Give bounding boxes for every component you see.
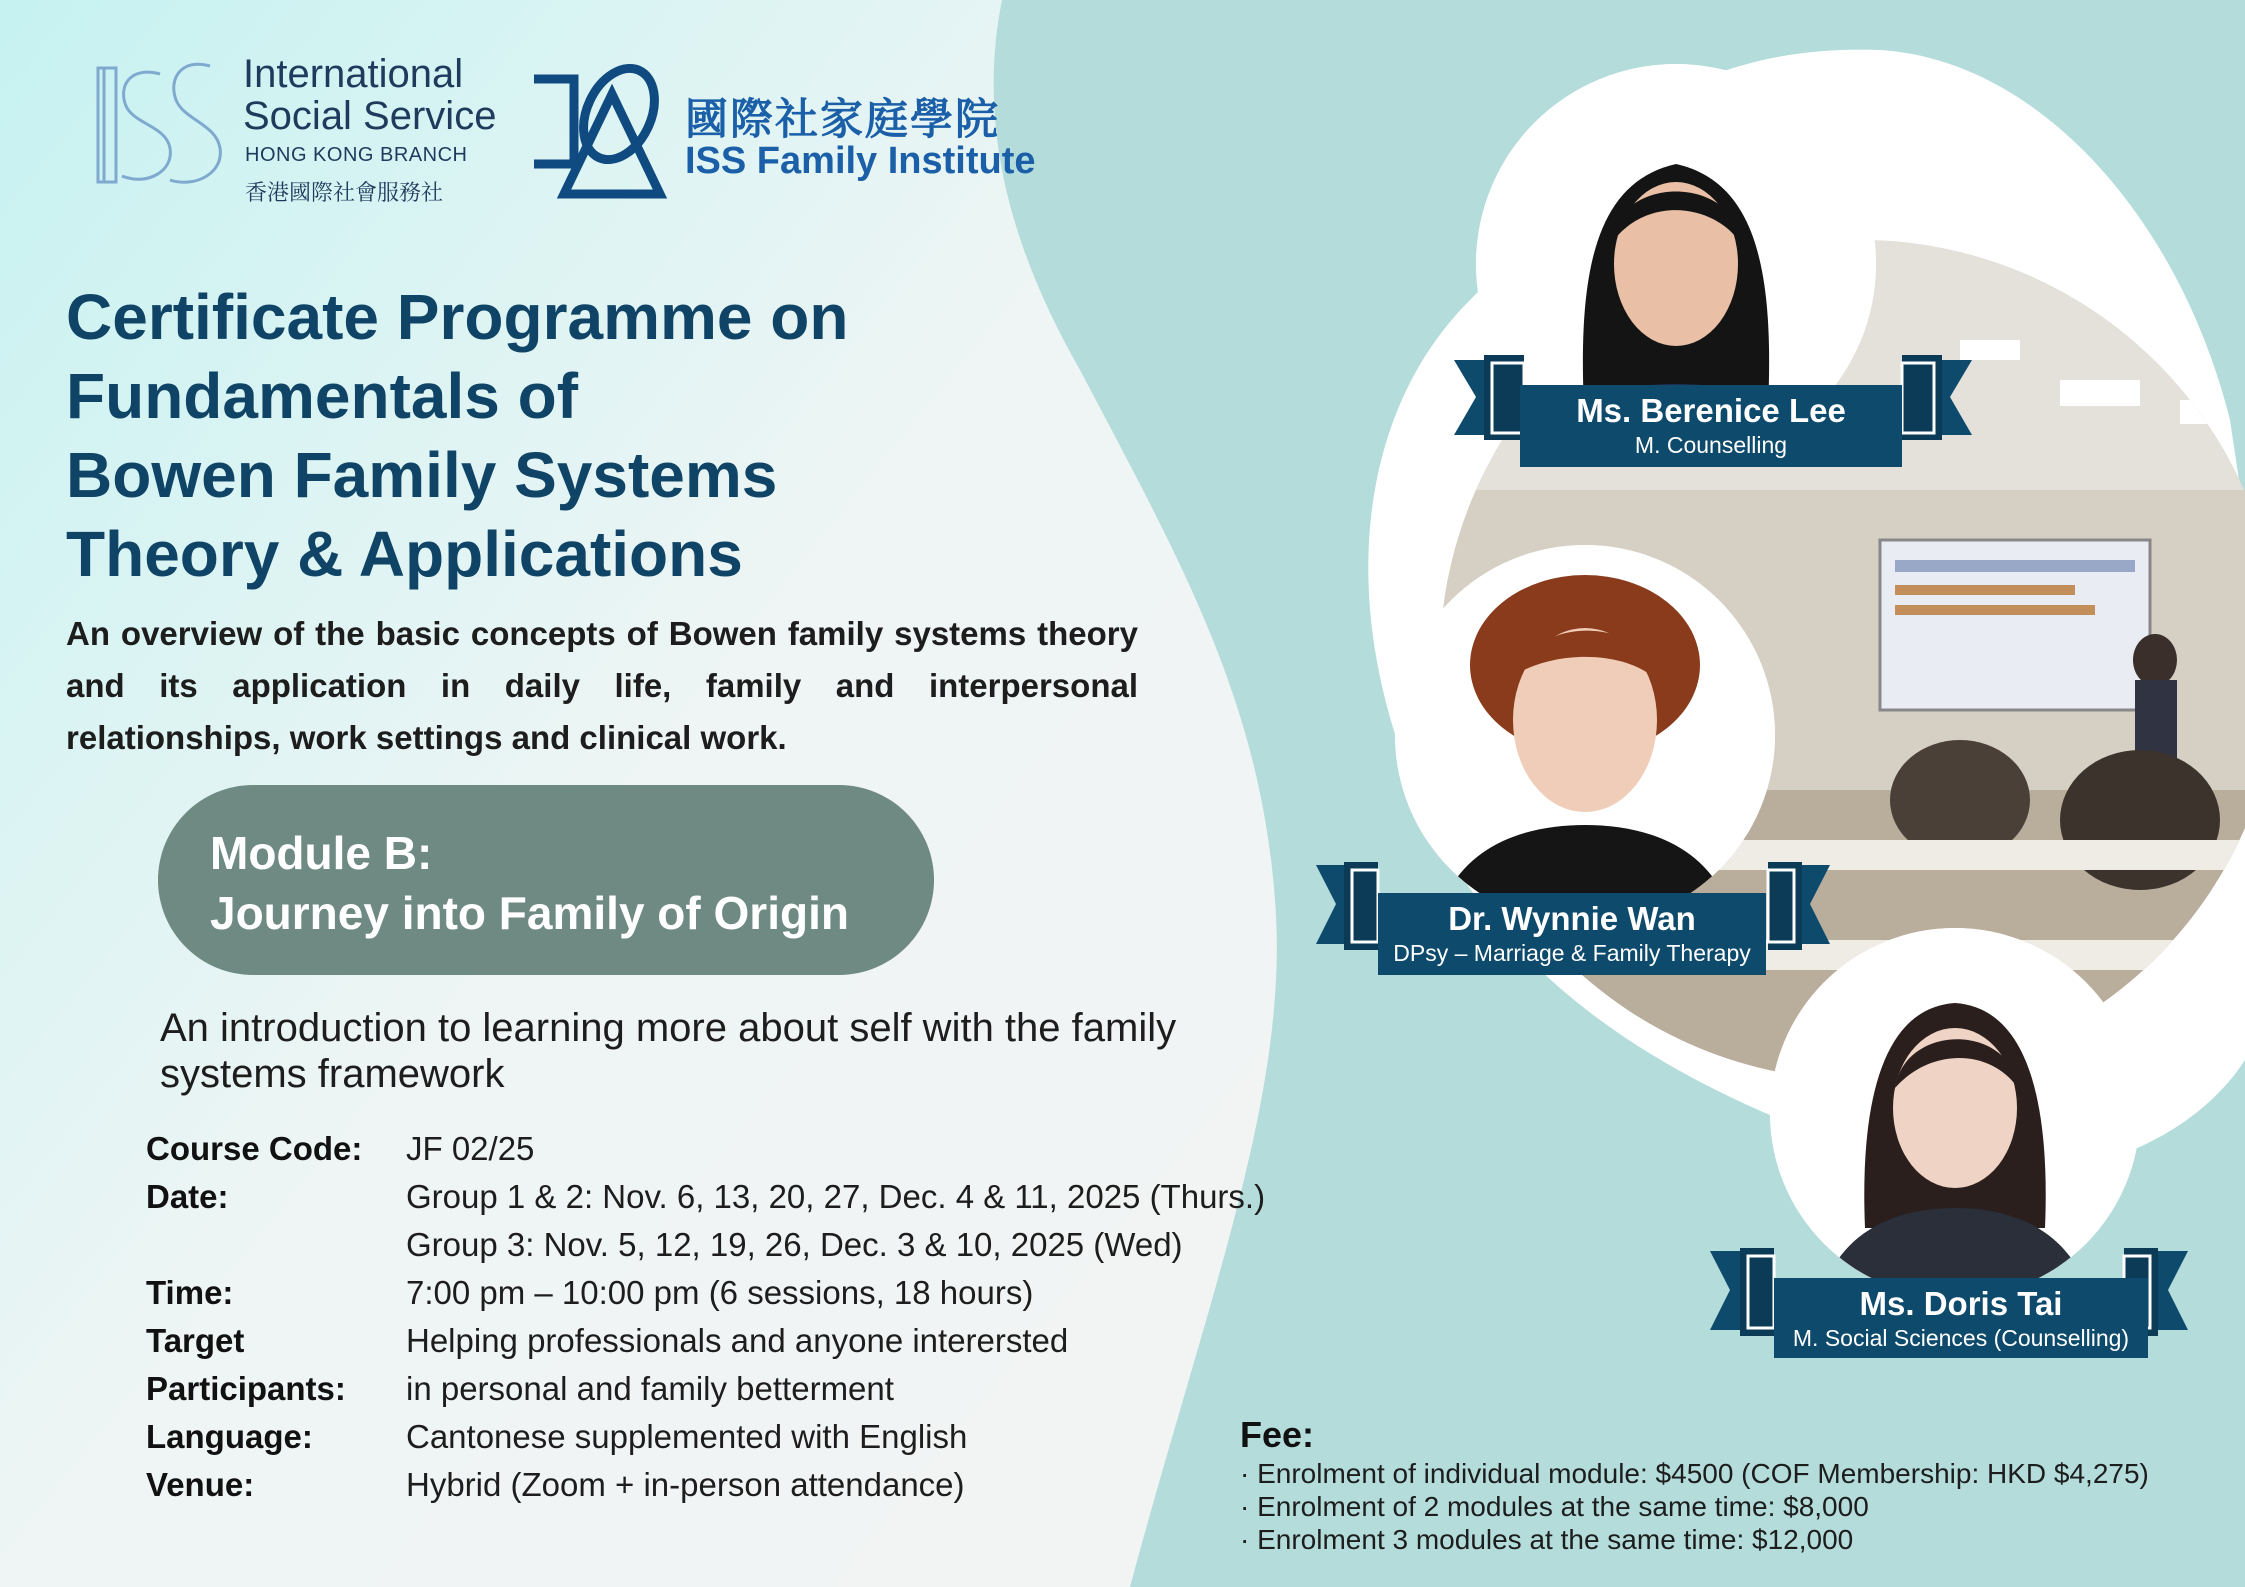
date-group12-value: Group 1 & 2: Nov. 6, 13, 20, 27, Dec. 4 & 11, 2025 (Thurs.) [406,1178,1266,1215]
speaker-qualification: M. Social Sciences (Counselling) [1792,1325,2130,1351]
iss-branch: HONG KONG BRANCH [245,144,468,166]
family-institute-logo-icon [524,54,674,204]
speaker-photo-doris-tai [1770,928,2140,1298]
family-institute-english-name: ISS Family Institute [685,140,1036,182]
time-label: Time: [146,1274,234,1311]
speaker-card-doris-tai [1774,1278,2148,1358]
programme-overview: An overview of the basic concepts of Bowen family systems theory and its application in daily life, family and interpersonal relationships, work settings and clinical work. [66,615,1138,756]
module-label: Module B: [210,827,433,879]
date-group3-value: Group 3: Nov. 5, 12, 19, 26, Dec. 3 & 10, 2025 (Wed) [406,1226,1183,1263]
speaker-name: Ms. Berenice Lee [1576,392,1846,429]
target-value-line1: Helping professionals and anyone interersted [406,1322,1069,1359]
time-value: 7:00 pm – 10:00 pm (6 sessions, 18 hours) [406,1274,1034,1311]
speaker-qualification: M. Counselling [1634,432,1788,458]
participants-label: Participants: [146,1370,346,1407]
module-name: Journey into Family of Origin [210,887,849,939]
title-line: Theory & Applications [66,518,743,590]
module-badge [158,785,934,975]
family-institute-chinese-name: 國際社家庭學院 [685,95,1000,145]
course-code-value: JF 02/25 [406,1130,535,1167]
iss-logo-icon [90,52,230,198]
venue-value: Hybrid (Zoom + in-person attendance) [406,1466,965,1503]
iss-name-line2: Social Service [243,94,497,138]
target-label: Target [146,1322,245,1359]
venue-label: Venue: [146,1466,255,1503]
fee-item: · Enrolment of 2 modules at the same time: $8,000 [1240,1491,1869,1522]
speaker-card-berenice-lee [1520,385,1902,467]
speaker-name: Dr. Wynnie Wan [1448,900,1696,937]
title-line: Fundamentals of [66,360,579,432]
title-line: Certificate Programme on [66,281,849,353]
date-label: Date: [146,1178,229,1215]
fee-item: · Enrolment 3 modules at the same time: $12,000 [1240,1524,1854,1555]
speaker-card-wynnie-wan [1378,893,1766,975]
iss-chinese-name: 香港國際社會服務社 [245,181,444,206]
iss-name-line1: International [243,52,464,96]
course-code-label: Course Code: [146,1130,363,1167]
language-value: Cantonese supplemented with English [406,1418,968,1455]
programme-title [66,278,966,594]
speaker-name: Ms. Doris Tai [1859,1285,2063,1322]
language-label: Language: [146,1418,313,1455]
speaker-qualification: DPsy – Marriage & Family Therapy [1393,940,1751,966]
target-value-line2: in personal and family betterment [406,1370,894,1407]
module-introduction: An introduction to learning more about self with the family systems framework [160,1006,1177,1096]
title-line: Bowen Family Systems [66,439,778,511]
fee-title: Fee: [1240,1414,1315,1455]
fee-item: · Enrolment of individual module: $4500 (COF Membership: HKD $4,275) [1240,1458,2149,1489]
